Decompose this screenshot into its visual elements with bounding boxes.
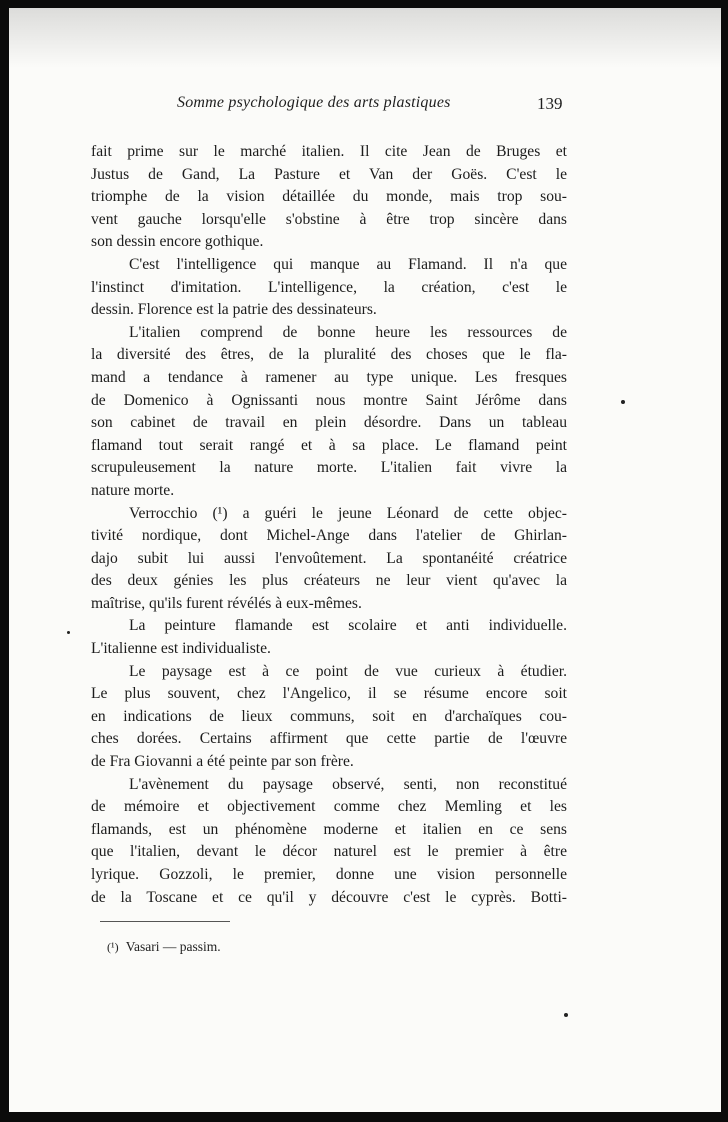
text-line: de Domenico à Ognissanti nous montre Saint Jérôme dans	[91, 391, 567, 409]
book-page	[9, 8, 721, 1112]
text-line: de mémoire et objectivement comme chez Memling et les	[91, 798, 567, 816]
footnote-text: Vasari — passim.	[125, 939, 221, 954]
text-line: triomphe de la vision détaillée du monde, mais trop sou-	[91, 188, 567, 206]
text-line: flamand tout serait rangé et à sa place. Le flamand peint	[91, 436, 567, 454]
text-line: mand a tendance à ramener au type unique. Les fresques	[91, 368, 567, 386]
print-speck	[564, 1013, 568, 1017]
text-line: Justus de Gand, La Pasture et Van der Goës. C'est le	[91, 165, 567, 183]
text-line: dajo subit lui aussi l'envoûtement. La spontanéité créatrice	[91, 549, 567, 567]
text-line: L'avènement du paysage observé, senti, non reconstitué	[129, 775, 567, 793]
text-line: Le plus souvent, chez l'Angelico, il se résume encore soit	[91, 685, 567, 703]
text-line: maîtrise, qu'ils furent révélés à eux-mêmes.	[91, 594, 362, 612]
text-line: l'instinct d'imitation. L'intelligence, la création, c'est le	[91, 278, 567, 296]
text-line: Verrocchio (¹) a guéri le jeune Léonard de cette objec-	[129, 504, 567, 522]
text-line: ches dorées. Certains affirment que cette partie de l'œuvre	[91, 730, 567, 748]
running-title: Somme psychologique des arts plastiques	[177, 94, 451, 111]
text-line: en indications de lieux communs, soit en d'archaïques cou-	[91, 707, 567, 725]
text-line: scrupuleusement la nature morte. L'italien fait vivre la	[91, 459, 567, 477]
body-text	[91, 141, 567, 909]
print-speck	[621, 400, 625, 404]
text-line: de la Toscane et ce qu'il y découvre c'est le cyprès. Botti-	[91, 888, 567, 906]
running-head	[9, 94, 721, 120]
text-line: dessin. Florence est la patrie des dessinateurs.	[91, 301, 377, 319]
footnote-rule	[100, 921, 230, 922]
text-line: son cabinet de travail en plein désordre. Dans un tableau	[91, 414, 567, 432]
text-line: des deux génies les plus créateurs ne leur vient qu'avec la	[91, 572, 567, 590]
text-line: L'italien comprend de bonne heure les ressources de	[129, 323, 567, 341]
text-line: nature morte.	[91, 481, 175, 499]
text-line: flamands, est un phénomène moderne et italien en ce sens	[91, 820, 567, 838]
text-line: vent gauche lorsqu'elle s'obstine à être trop sincère dans	[91, 210, 567, 228]
text-line: Le paysage est à ce point de vue curieux à étudier.	[129, 662, 567, 680]
text-line: L'italienne est individualiste.	[91, 640, 271, 658]
text-line: lyrique. Gozzoli, le premier, donne une vision personnelle	[91, 866, 567, 883]
text-line: son dessin encore gothique.	[91, 233, 264, 251]
text-line: tivité nordique, dont Michel-Ange dans l'atelier de Ghirlan-	[91, 527, 567, 545]
text-line: C'est l'intelligence qui manque au Flamand. Il n'a que	[129, 255, 567, 273]
print-speck	[67, 631, 70, 634]
text-line: que l'italien, devant le décor naturel est le premier à être	[91, 843, 567, 861]
footnote-marker: (¹)	[107, 940, 119, 954]
footnote	[107, 939, 221, 955]
text-line: de Fra Giovanni a été peinte par son frère.	[91, 753, 354, 771]
text-line: La peinture flamande est scolaire et anti individuelle.	[129, 617, 567, 635]
page-number: 139	[537, 94, 563, 113]
text-line: la diversité des êtres, de la pluralité des choses que le fla-	[91, 346, 567, 364]
text-line: fait prime sur le marché italien. Il cite Jean de Bruges et	[91, 143, 567, 160]
